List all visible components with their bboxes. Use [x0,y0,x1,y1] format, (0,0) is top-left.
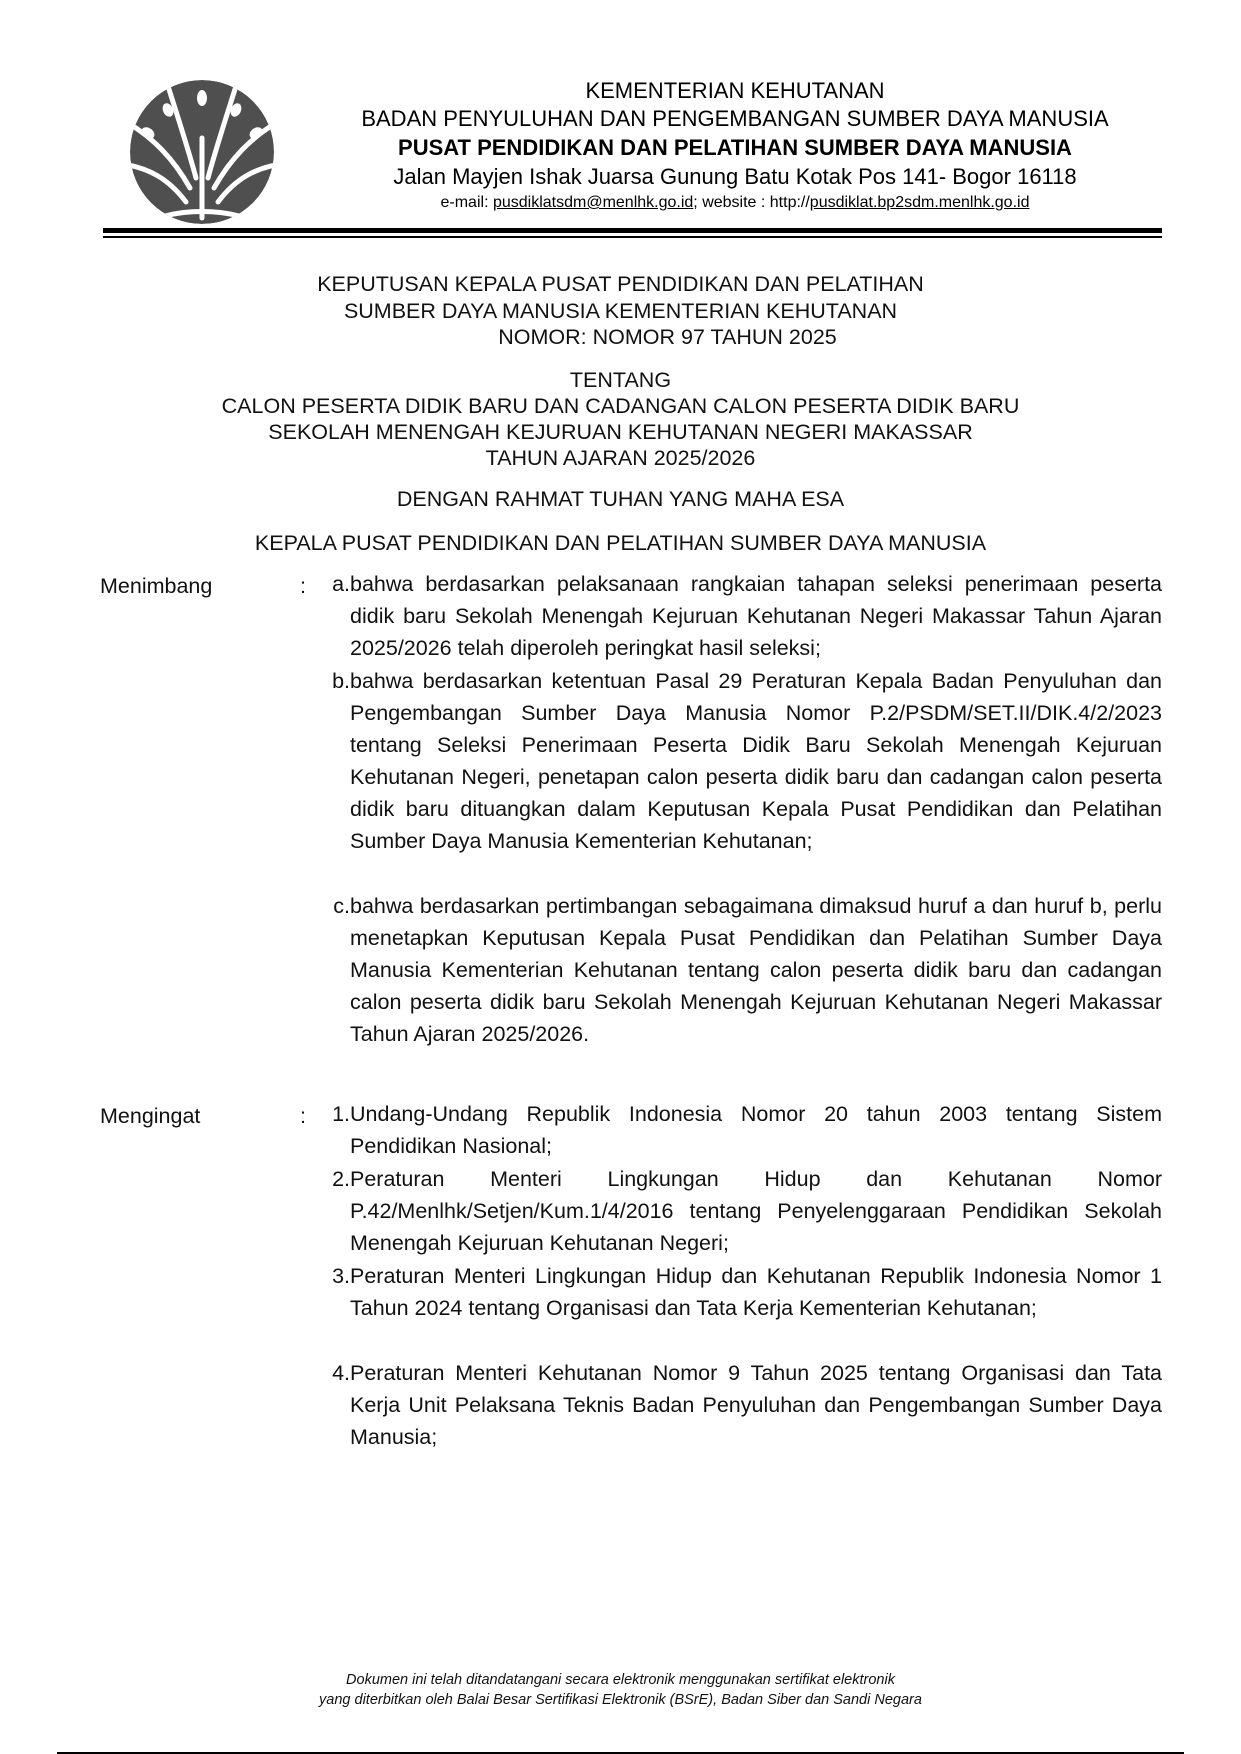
item-text: bahwa berdasarkan pelaksanaan rangkaian tahapan seleksi penerimaan peserta didik baru Sekolah Menengah Kejuruan Kehutanan Negeri Makassar Tahun Ajaran 2025/2026 telah diperoleh peringkat hasil seleksi; [350,572,1162,660]
subject-line2: SEKOLAH MENENGAH KEJURUAN KEHUTANAN NEGERI MAKASSAR [268,420,973,444]
mengingat-label: Mengingat [100,1104,201,1128]
issuing-official: KEPALA PUSAT PENDIDIKAN DAN PELATIHAN SUMBER DAYA MANUSIA [254,531,987,555]
email-link[interactable]: pusdiklatsdm@menlhk.go.id [492,194,694,211]
esign-notice-line2: yang diterbitkan oleh Balai Besar Sertifikasi Elektronik (BSrE), Badan Siber dan Sandi Negara [319,1692,922,1708]
item-text: Peraturan Menteri Kehutanan Nomor 9 Tahun 2025 tentang Organisasi dan Tata Kerja Unit Pelaksana Teknis Badan Penyuluhan dan Pengembangan Sumber Daya Manusia; [350,1361,1162,1449]
item-marker: a. [332,572,350,596]
item-text: bahwa berdasarkan ketentuan Pasal 29 Peraturan Kepala Badan Penyuluhan dan Pengembangan Sumber Daya Manusia Nomor P.2/PSDM/SET.II/DIK.4/2/2023 tentang Seleksi Penerimaan Peserta Didik Baru Sekolah Menengah Kejuruan Kehutanan Negeri, penetapan calon peserta didik baru dan cadangan calon peserta didik baru dituangkan dalam Keputusan Kepala Pusat Pendidikan dan Pelatihan Sumber Daya Manusia Kementerian Kehutanan; [350,669,1162,853]
decree-title-line2: SUMBER DAYA MANUSIA KEMENTERIAN KEHUTANAN [343,299,898,323]
mengingat-item-4 [300,1357,1162,1453]
item-text: bahwa berdasarkan pertimbangan sebagaimana dimaksud huruf a dan huruf b, perlu menetapkan Keputusan Kepala Pusat Pendidikan dan Pelatihan Sumber Daya Manusia Kementerian Kehutanan tentang calon peserta didik baru dan cadangan calon peserta didik baru Sekolah Menengah Kejuruan Kehutanan Negeri Makassar Tahun Ajaran 2025/2026. [350,894,1162,1046]
item-marker: b. [332,669,350,693]
website-label: ; website : http:// [693,194,810,211]
item-text: Peraturan Menteri Lingkungan Hidup dan Kehutanan Republik Indonesia Nomor 1 Tahun 2024 tentang Organisasi dan Tata Kerja Kementerian Kehutanan; [350,1264,1162,1320]
item-marker: 2. [332,1167,350,1191]
ministry-name: KEMENTERIAN KEHUTANAN [585,78,885,103]
item-text: Undang-Undang Republik Indonesia Nomor 20 tahun 2003 tentang Sistem Pendidikan Nasional; [350,1102,1162,1158]
letterhead-divider-thick [103,228,1162,233]
item-marker: 3. [332,1264,350,1288]
center-name: PUSAT PENDIDIKAN DAN PELATIHAN SUMBER DAYA MANUSIA [398,135,1072,160]
subject-line1: CALON PESERTA DIDIK BARU DAN CADANGAN CALON PESERTA DIDIK BARU [221,394,1020,418]
item-marker: 4. [332,1361,350,1385]
mengingat-item-3 [300,1260,1162,1356]
esign-notice-line1: Dokumen ini telah ditandatangani secara elektronik menggunakan sertifikat elektronik [346,1672,895,1688]
mengingat-item-2 [300,1163,1162,1259]
menimbang-label: Menimbang [100,574,213,598]
menimbang-colon: : [300,574,306,598]
subject-line3: TAHUN AJARAN 2025/2026 [485,446,756,470]
menimbang-item-b [300,665,1162,889]
item-text: Peraturan Menteri Lingkungan Hidup dan Kehutanan Nomor P.42/Menlhk/Setjen/Kum.1/4/2016 tentang Penyelenggaraan Pendidikan Sekolah Menengah Kejuruan Kehutanan Negeri; [350,1167,1162,1255]
website-link[interactable]: pusdiklat.bp2sdm.menlhk.go.id [809,194,1030,211]
contact-line [290,194,1180,212]
decree-title-line1: KEPUTUSAN KEPALA PUSAT PENDIDIKAN DAN PELATIHAN [317,272,924,296]
item-marker: 1. [332,1102,350,1126]
ministry-logo-icon [128,78,276,226]
tentang-heading: TENTANG [569,368,672,392]
address: Jalan Mayjen Ishak Juarsa Gunung Batu Kotak Pos 141- Bogor 16118 [393,164,1077,189]
letterhead-divider-thin [103,236,1162,238]
invocation: DENGAN RAHMAT TUHAN YANG MAHA ESA [396,487,845,511]
email-label: e-mail: [440,194,493,211]
mengingat-item-1 [300,1098,1162,1162]
menimbang-item-c [300,890,1162,1082]
menimbang-item-a [300,568,1162,664]
agency-name: BADAN PENYULUHAN DAN PENGEMBANGAN SUMBER DAYA MANUSIA [361,106,1109,131]
mengingat-colon: : [300,1104,306,1128]
decree-number: NOMOR: NOMOR 97 TAHUN 2025 [498,325,837,349]
item-marker: c. [333,894,350,918]
